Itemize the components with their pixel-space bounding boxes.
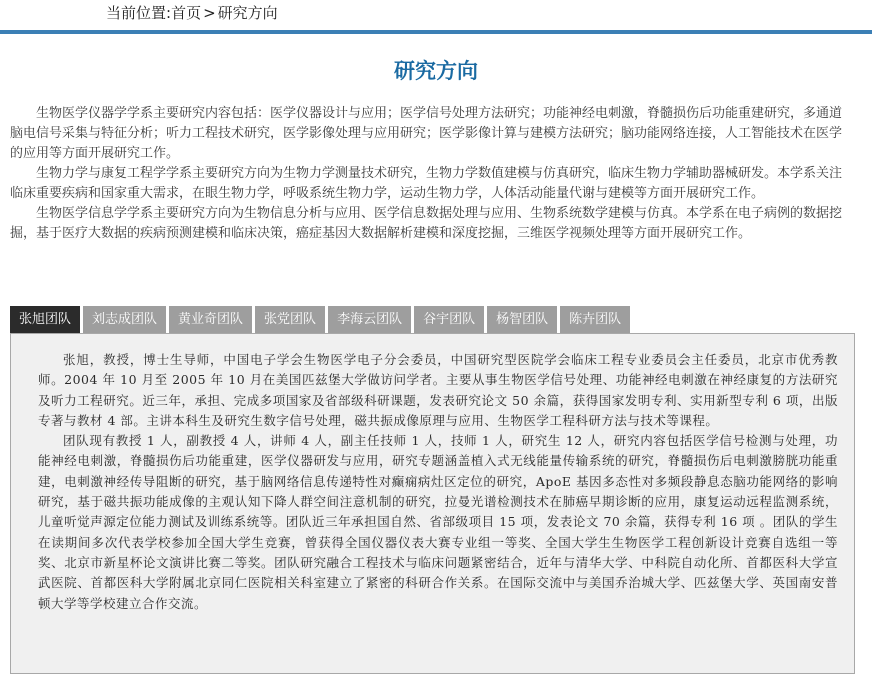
tab-zhang-xu[interactable]: 张旭团队 [10, 306, 80, 333]
team-tabs [10, 306, 633, 333]
tab-huang-yeqi[interactable]: 黄业奇团队 [169, 306, 252, 333]
team-description [38, 350, 838, 614]
intro-paragraph: 生物医学信息学学系主要研究方向为生物信息分析与应用、医学信息数据处理与应用、生物系统数学建模与仿真。本学系在电子病例的数据挖掘，基于医疗大数据的疾病预测建模和临床决策，癌症基因大数据解析建模和深度挖掘，三维医学视频处理等方面开展研究工作。 [10, 206, 843, 241]
breadcrumb [106, 2, 278, 24]
breadcrumb-label: 当前位置: [106, 4, 172, 22]
tab-li-haiyun[interactable]: 李海云团队 [328, 306, 411, 333]
team-paragraph: 张旭，教授，博士生导师，中国电子学会生物医学电子分会委员，中国研究型医院学会临床工程专业委员会主任委员，北京市优秀教师。2004 年 10 月至 2005 年 10 月在美国匹兹堡大学做访问学者。主要从事生物医学信号处理、功能神经电刺激在神经康复的方法研究及听力工程研究。近三年，承担、完成多项国家及省部级科研课题，发表研究论文 50 余篇，获得国家发明专利、实用新型专利 6 项，出版专著与教材 4 部。主讲本科生及研究生数字信号处理，磁共振成像原理与应用、生物医学工程科研方法与技术等课程。 [38, 352, 838, 428]
team-content-panel [10, 333, 855, 674]
tab-chen-hui[interactable]: 陈卉团队 [560, 306, 630, 333]
tab-liu-zhicheng[interactable]: 刘志成团队 [83, 306, 166, 333]
intro-section [10, 104, 852, 244]
tab-gu-yu[interactable]: 谷宇团队 [414, 306, 484, 333]
intro-paragraph: 生物医学仪器学学系主要研究内容包括：医学仪器设计与应用；医学信号处理方法研究；功能神经电刺激，脊髓损伤后功能重建研究，多通道脑电信号采集与特征分析；听力工程技术研究，医学影像处理与应用研究；医学影像计算与建模方法研究；脑功能网络连接，人工智能技术在医学的应用等方面开展研究工作。 [10, 106, 843, 161]
header-divider [0, 30, 872, 34]
team-paragraph: 团队现有教授 1 人，副教授 4 人，讲师 4 人，副主任技师 1 人，技师 1 人，研究生 12 人，研究内容包括医学信号检测与处理，功能神经电刺激，脊髓损伤后功能重建，医学仪器研发与应用，研究专题涵盖植入式无线能量传输系统的研究，脊髓损伤后电刺激膀胱功能重建，电刺激神经传导阻断的研究，基于脑网络信息传递特性对癫痫病灶区定位的研究，ApoE 基因多态性对多频段静息态脑功能网络的影响研究，基于磁共振功能成像的主观认知下降人群空间注意机制的研究，拉曼光谱检测技术在肺癌早期诊断的应用，康复运动远程监测系统，儿童听觉声源定位能力测试及训练系统等。团队近三年承担国自然、省部级项目 15 项，发表论文 70 余篇，获得专利 16 项 。团队的学生在读期间多次代表学校参加全国大学生竞赛，曾获得全国仪器仪表大赛专业组一等奖、全国大学生生物医学工程创新设计竞赛自选组一等奖、北京市新星杯论文演讲比赛二等奖。团队研究融合工程技术与临床问题紧密结合，近年与清华大学、中科院自动化所、首都医科大学宣武医院、首都医科大学附属北京同仁医院相关科室建立了紧密的科研合作关系。在国际交流中与美国乔治城大学、匹兹堡大学、英国南安普顿大学等学校建立合作交流。 [38, 433, 838, 611]
breadcrumb-current: 研究方向 [217, 4, 278, 22]
breadcrumb-separator: > [203, 4, 216, 22]
page-title: 研究方向 [394, 59, 478, 83]
intro-paragraph: 生物力学与康复工程学学系主要研究方向为生物力学测量技术研究，生物力学数值建模与仿真研究，临床生物力学辅助器械研发。本学系关注临床重要疾病和国家重大需求，在眼生物力学，呼吸系统生物力学，运动生物力学，人体活动能量代谢与建模等方面开展研究工作。 [10, 166, 843, 201]
breadcrumb-home-link[interactable]: 首页 [171, 4, 202, 22]
tab-yang-zhi[interactable]: 杨智团队 [487, 306, 557, 333]
tab-zhang-dang[interactable]: 张党团队 [255, 306, 325, 333]
